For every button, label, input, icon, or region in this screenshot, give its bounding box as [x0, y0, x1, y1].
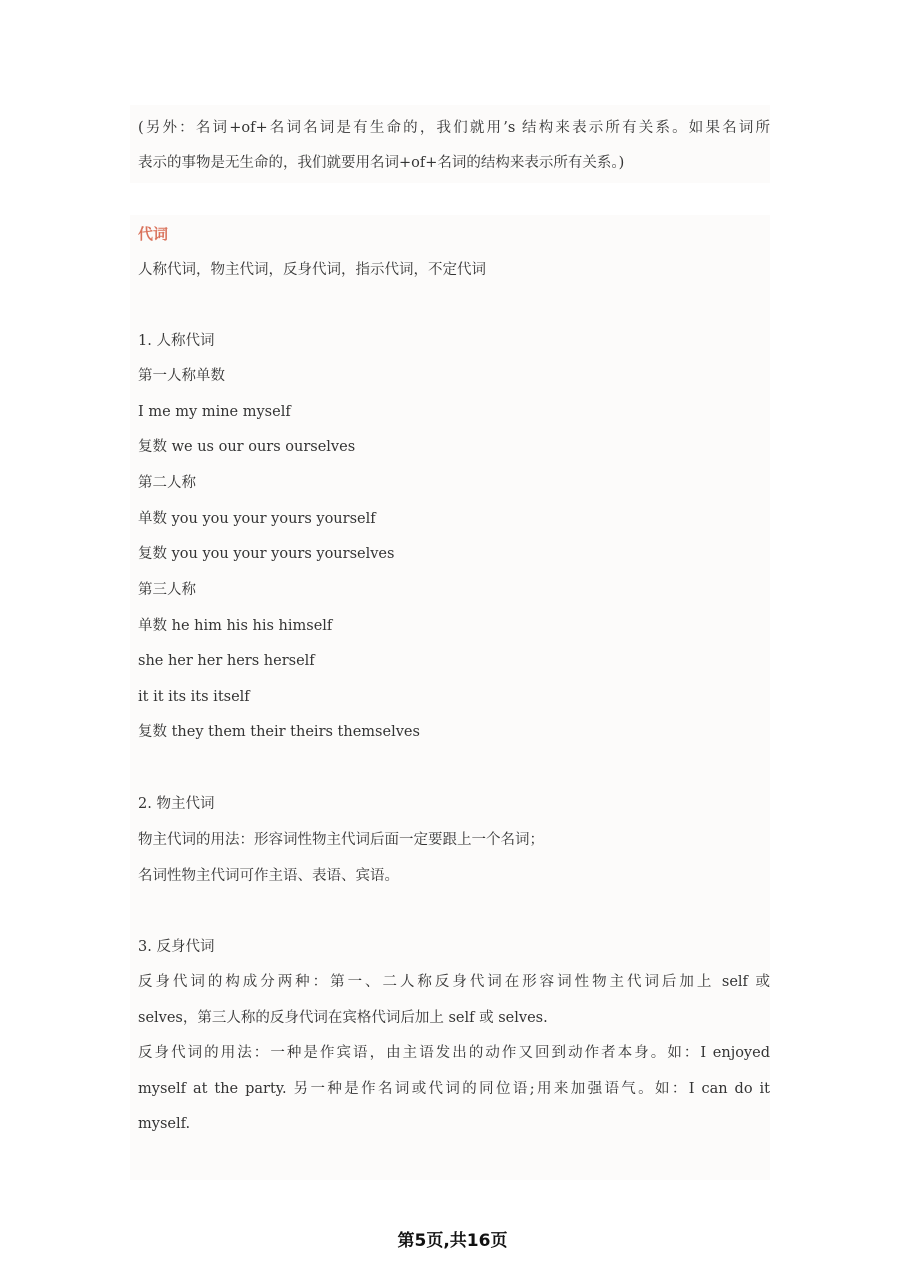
possessive-heading: 2. 物主代词 — [138, 796, 215, 812]
possessive-usage-line-1: 物主代词的用法：形容词性物主代词后面一定要跟上一个名词； — [138, 832, 544, 848]
section-title: 代词 — [138, 225, 169, 243]
third-person-label: 第三人称 — [138, 582, 196, 598]
second-plural: 复数 you you your yours yourselves — [138, 546, 395, 562]
first-plural: 复数 we us our ours ourselves — [138, 439, 356, 455]
third-singular-she: she her her hers herself — [138, 653, 315, 669]
possessive-usage-line-2: 名词性物主代词可作主语、表语、宾语。 — [138, 868, 399, 884]
reflexive-heading: 3. 反身代词 — [138, 939, 215, 955]
reflexive-formation-line-2: selves，第三人称的反身代词在宾格代词后加上 self 或 selves. — [138, 1010, 548, 1026]
second-singular: 单数 you you your yours yourself — [138, 511, 376, 527]
reflexive-usage-line-1: 反身代词的用法：一种是作宾语，由主语发出的动作又回到动作者本身。如：I enjoyed — [138, 1045, 770, 1061]
reflexive-formation-line-1: 反身代词的构成分两种：第一、二人称反身代词在形容词性物主代词后加上 self 或 — [138, 974, 770, 990]
note-line-1: (另外：名词+of+名词名词是有生命的，我们就用’s 结构来表示所有关系。如果名词所 — [138, 120, 770, 136]
third-plural: 复数 they them their theirs themselves — [138, 724, 420, 740]
reflexive-usage-line-2: myself at the party. 另一种是作名词或代词的同位语;用来加强语气。如：I can do it — [138, 1081, 770, 1097]
second-person-label: 第二人称 — [138, 475, 196, 491]
first-singular-forms: I me my mine myself — [138, 404, 291, 420]
reflexive-usage-line-3: myself. — [138, 1116, 191, 1132]
third-singular-he: 单数 he him his his himself — [138, 618, 333, 634]
third-singular-it: it it its its itself — [138, 689, 250, 705]
section-intro: 人称代词，物主代词，反身代词，指示代词，不定代词 — [138, 262, 486, 278]
note-line-2: 表示的事物是无生命的，我们就要用名词+of+名词的结构来表示所有关系。) — [138, 155, 625, 171]
first-person-label: 第一人称单数 — [138, 368, 225, 384]
page-number: 第5页,共16页 — [397, 1231, 508, 1251]
personal-heading: 1. 人称代词 — [138, 333, 215, 349]
